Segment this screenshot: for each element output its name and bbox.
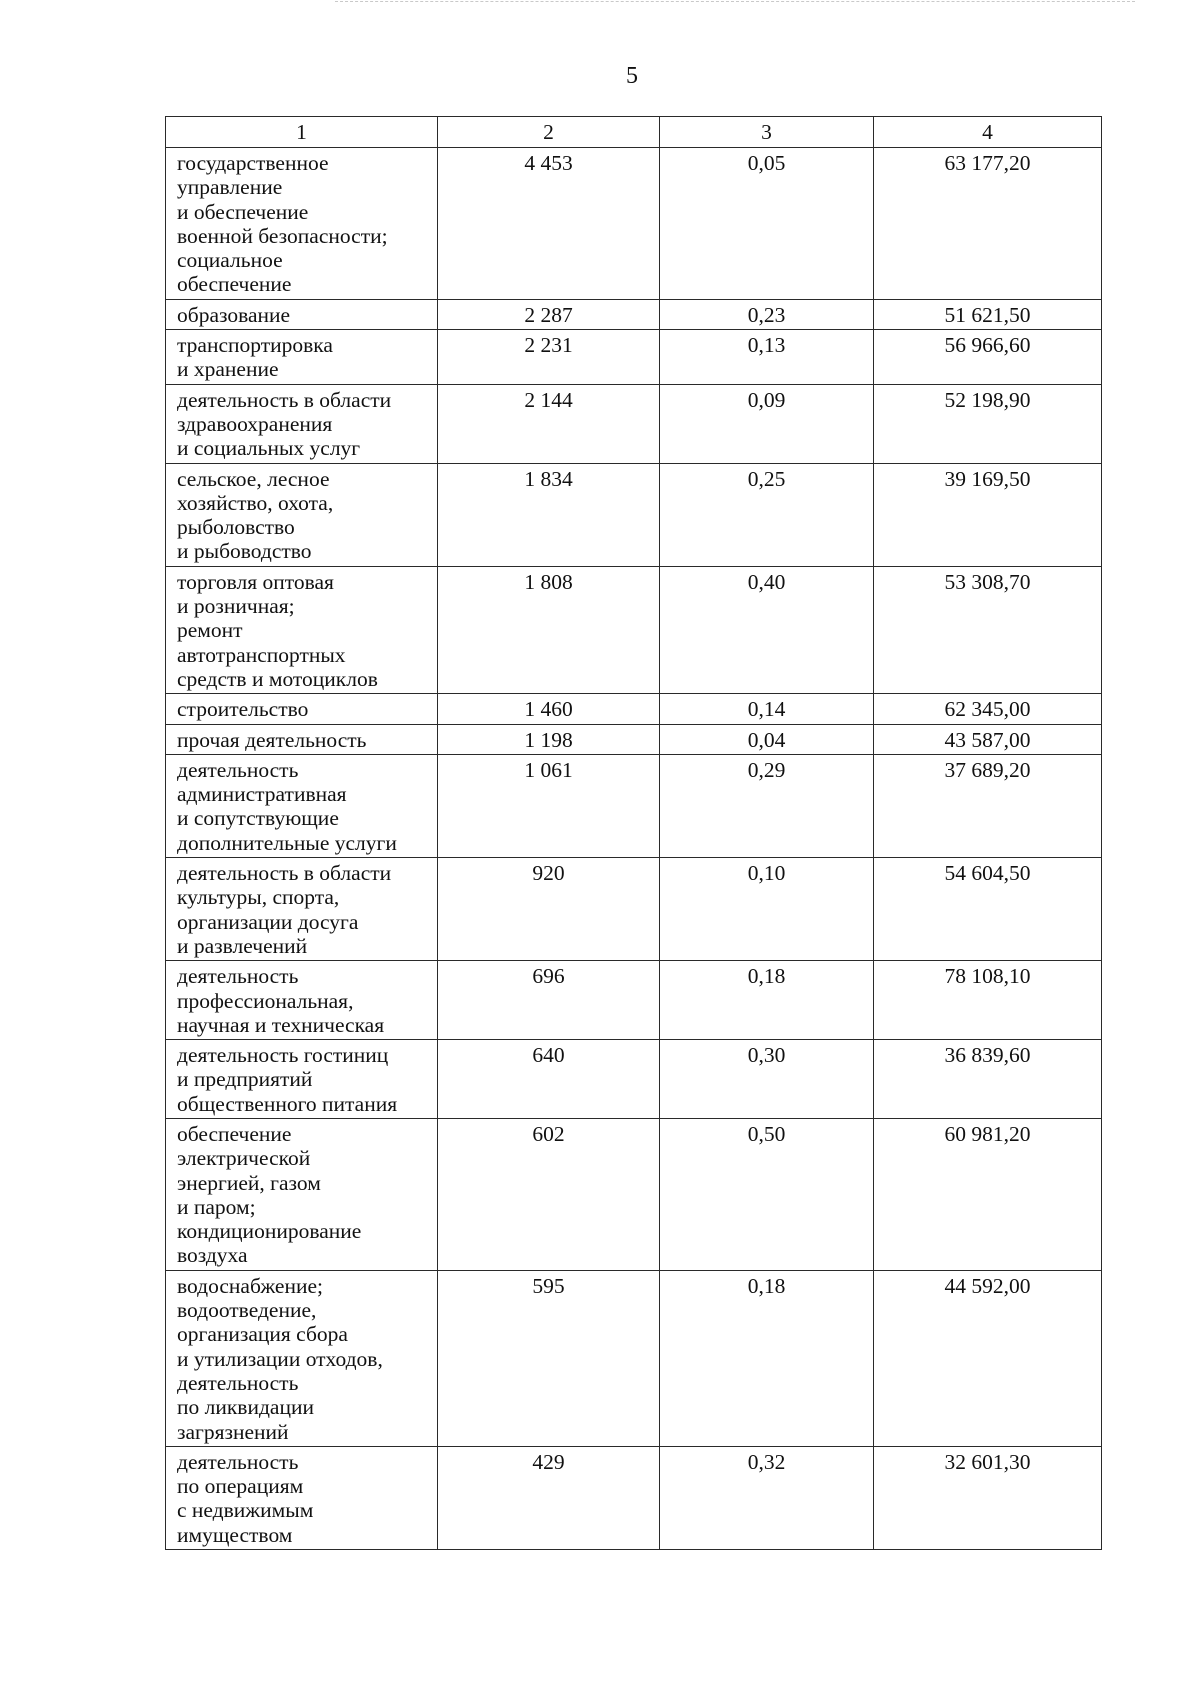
value-col4-cell: 37 689,20 xyxy=(874,754,1102,857)
activity-label-line: по ликвидации xyxy=(177,1395,314,1420)
activity-label-line: рыболовство xyxy=(177,515,295,540)
activity-label-line: с недвижимым xyxy=(177,1498,314,1523)
page-number: 5 xyxy=(626,63,638,89)
activity-cell xyxy=(166,754,438,857)
activity-label-line: и сопутствующие xyxy=(177,806,339,831)
activity-label-line: образование xyxy=(177,302,291,327)
value-col4-cell: 53 308,70 xyxy=(874,566,1102,693)
value-col3-cell: 0,30 xyxy=(660,1040,874,1119)
activity-label-line: социальное xyxy=(177,248,283,273)
table-row xyxy=(166,384,1102,463)
value-col4-cell: 60 981,20 xyxy=(874,1118,1102,1270)
value-col2-cell: 2 231 xyxy=(438,330,660,385)
value-col4-cell: 43 587,00 xyxy=(874,724,1102,754)
activity-label-line: обеспечение xyxy=(177,272,292,297)
activity-label-line: деятельность xyxy=(177,1449,299,1474)
table-row xyxy=(166,299,1102,329)
activity-label-line: строительство xyxy=(177,697,309,722)
value-col2-cell: 1 460 xyxy=(438,694,660,724)
value-col4-cell: 56 966,60 xyxy=(874,330,1102,385)
activity-label-line: имуществом xyxy=(177,1522,293,1547)
value-col3-cell: 0,18 xyxy=(660,961,874,1040)
activity-cell xyxy=(166,1118,438,1270)
activity-label-line: кондиционирование xyxy=(177,1219,362,1244)
table-row xyxy=(166,1118,1102,1270)
value-col3-cell: 0,29 xyxy=(660,754,874,857)
activity-label-line: транспортировка xyxy=(177,333,333,358)
value-col3-cell: 0,04 xyxy=(660,724,874,754)
activity-label-line: деятельность xyxy=(177,1370,299,1395)
activity-cell xyxy=(166,148,438,300)
activity-cell xyxy=(166,384,438,463)
value-col3-cell: 0,23 xyxy=(660,299,874,329)
value-col3-cell: 0,09 xyxy=(660,384,874,463)
activity-label-line: по операциям xyxy=(177,1474,304,1499)
value-col2-cell: 429 xyxy=(438,1446,660,1549)
value-col4-cell: 32 601,30 xyxy=(874,1446,1102,1549)
activity-label-line: воздуха xyxy=(177,1243,248,1268)
activity-cell xyxy=(166,1446,438,1549)
activity-label-line: управление xyxy=(177,175,283,200)
activity-label-line: обеспечение xyxy=(177,1121,292,1146)
value-col4-cell: 44 592,00 xyxy=(874,1270,1102,1446)
value-col3-cell: 0,05 xyxy=(660,148,874,300)
activity-label-line: и социальных услуг xyxy=(177,436,361,461)
value-col2-cell: 595 xyxy=(438,1270,660,1446)
value-col4-cell: 54 604,50 xyxy=(874,858,1102,961)
value-col4-cell: 36 839,60 xyxy=(874,1040,1102,1119)
activity-label-line: хозяйство, охота, xyxy=(177,490,334,515)
activity-label-line: административная xyxy=(177,782,347,807)
value-col2-cell: 4 453 xyxy=(438,148,660,300)
value-col3-cell: 0,32 xyxy=(660,1446,874,1549)
activity-label-line: и хранение xyxy=(177,357,279,382)
value-col2-cell: 1 198 xyxy=(438,724,660,754)
activity-label-line: государственное xyxy=(177,151,329,175)
activity-label-line: организация сбора xyxy=(177,1322,348,1347)
activity-cell xyxy=(166,858,438,961)
table-row xyxy=(166,330,1102,385)
activity-label-line: деятельность xyxy=(177,964,299,989)
value-col4-cell: 39 169,50 xyxy=(874,463,1102,566)
value-col2-cell: 1 061 xyxy=(438,754,660,857)
table-row xyxy=(166,463,1102,566)
activity-label-line: культуры, спорта, xyxy=(177,885,340,910)
table-row xyxy=(166,148,1102,300)
table-row xyxy=(166,961,1102,1040)
statistics-table xyxy=(165,116,1102,1550)
activity-label-line: организации досуга xyxy=(177,909,359,934)
activity-label-line: военной безопасности; xyxy=(177,223,388,248)
activity-label-line: сельское, лесное xyxy=(177,466,330,491)
activity-label-line: электрической xyxy=(177,1146,311,1171)
activity-cell xyxy=(166,1270,438,1446)
activity-label-line: ремонт xyxy=(177,618,243,643)
table-row xyxy=(166,724,1102,754)
activity-label-line: дополнительные услуги xyxy=(177,830,397,855)
column-header-1: 1 xyxy=(166,117,438,148)
activity-label-line: и рыбоводство xyxy=(177,539,312,564)
activity-cell xyxy=(166,330,438,385)
value-col2-cell: 696 xyxy=(438,961,660,1040)
activity-cell xyxy=(166,463,438,566)
activity-cell xyxy=(166,566,438,693)
column-header-4: 4 xyxy=(874,117,1102,148)
value-col2-cell: 2 287 xyxy=(438,299,660,329)
value-col4-cell: 78 108,10 xyxy=(874,961,1102,1040)
activity-label-line: водоотведение, xyxy=(177,1298,317,1323)
activity-label-line: автотранспортных xyxy=(177,642,346,667)
value-col3-cell: 0,25 xyxy=(660,463,874,566)
value-col4-cell: 51 621,50 xyxy=(874,299,1102,329)
value-col2-cell: 1 808 xyxy=(438,566,660,693)
value-col3-cell: 0,50 xyxy=(660,1118,874,1270)
value-col4-cell: 62 345,00 xyxy=(874,694,1102,724)
activity-label-line: загрязнений xyxy=(177,1419,289,1444)
activity-label-line: деятельность в области xyxy=(177,861,392,886)
table-body xyxy=(166,117,1102,1550)
value-col3-cell: 0,18 xyxy=(660,1270,874,1446)
activity-cell xyxy=(166,299,438,329)
column-header-2: 2 xyxy=(438,117,660,148)
value-col2-cell: 602 xyxy=(438,1118,660,1270)
value-col2-cell: 1 834 xyxy=(438,463,660,566)
value-col2-cell: 640 xyxy=(438,1040,660,1119)
activity-label-line: деятельность xyxy=(177,757,299,782)
header-row xyxy=(166,117,1102,148)
activity-label-line: водоснабжение; xyxy=(177,1273,323,1298)
activity-label-line: здравоохранения xyxy=(177,411,333,436)
value-col4-cell: 63 177,20 xyxy=(874,148,1102,300)
table-row xyxy=(166,694,1102,724)
table-row xyxy=(166,1446,1102,1549)
table-row xyxy=(166,858,1102,961)
activity-label-line: научная и техническая xyxy=(177,1012,385,1037)
activity-label-line: средств и мотоциклов xyxy=(177,666,378,691)
activity-label-line: и развлечений xyxy=(177,933,308,958)
value-col2-cell: 2 144 xyxy=(438,384,660,463)
activity-label-line: и утилизации отходов, xyxy=(177,1346,383,1371)
table-row xyxy=(166,566,1102,693)
activity-label-line: и розничная; xyxy=(177,594,295,619)
activity-label-line: деятельность в области xyxy=(177,387,392,412)
value-col4-cell: 52 198,90 xyxy=(874,384,1102,463)
value-col3-cell: 0,14 xyxy=(660,694,874,724)
table-row xyxy=(166,754,1102,857)
activity-cell xyxy=(166,1040,438,1119)
column-header-3: 3 xyxy=(660,117,874,148)
activity-label-line: энергией, газом xyxy=(177,1170,321,1195)
activity-label-line: деятельность гостиниц xyxy=(177,1043,389,1068)
activity-label-line: торговля оптовая xyxy=(177,569,334,594)
activity-label-line: общественного питания xyxy=(177,1091,398,1116)
activity-cell xyxy=(166,961,438,1040)
value-col2-cell: 920 xyxy=(438,858,660,961)
activity-label-line: и паром; xyxy=(177,1194,256,1219)
activity-label-line: и предприятий xyxy=(177,1067,313,1092)
table-row xyxy=(166,1040,1102,1119)
activity-cell xyxy=(166,724,438,754)
activity-label-line: профессиональная, xyxy=(177,988,354,1013)
value-col3-cell: 0,10 xyxy=(660,858,874,961)
value-col3-cell: 0,40 xyxy=(660,566,874,693)
table-row xyxy=(166,1270,1102,1446)
activity-cell xyxy=(166,694,438,724)
activity-label-line: прочая деятельность xyxy=(177,727,367,752)
value-col3-cell: 0,13 xyxy=(660,330,874,385)
scan-edge-line xyxy=(335,1,1135,2)
activity-label-line: и обеспечение xyxy=(177,199,309,224)
